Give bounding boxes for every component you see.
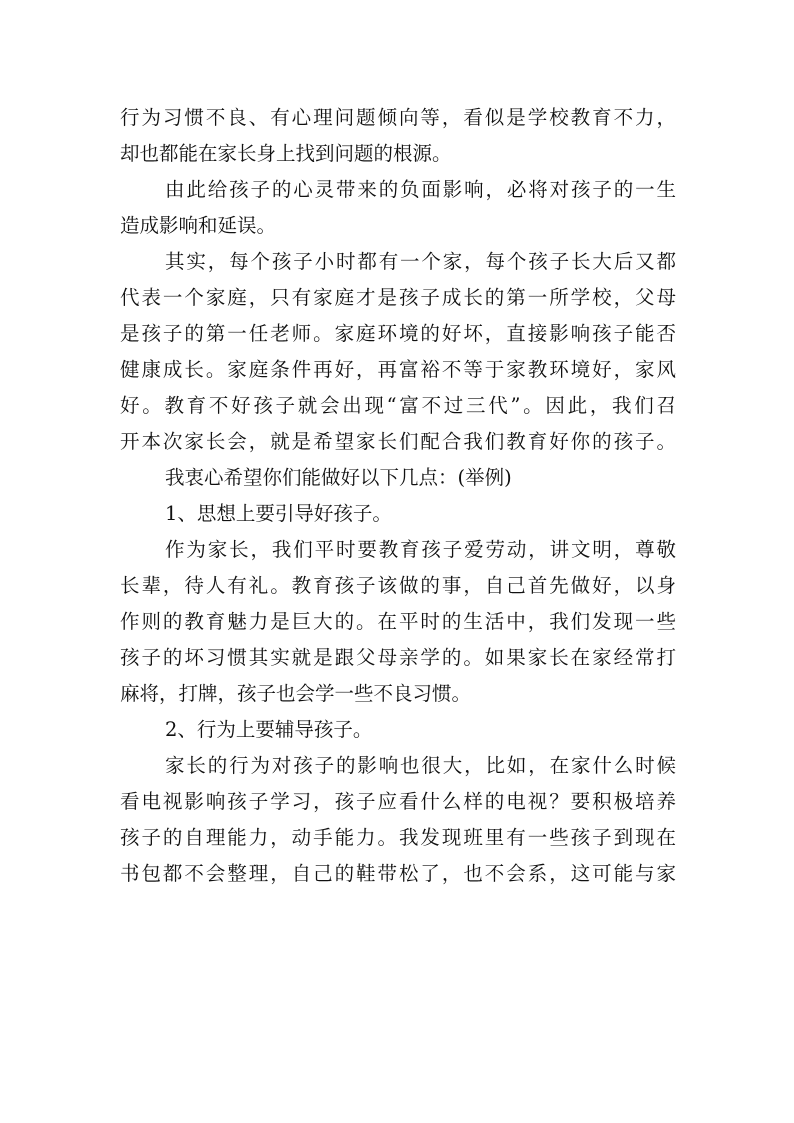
body-text	[120, 100, 676, 892]
text-line: 行为习惯不良、有心理问题倾向等，看似是学校教育不力，	[120, 106, 676, 129]
text-line: 其实，每个孩子小时都有一个家，每个孩子长大后又都	[165, 250, 676, 273]
text-line: 孩子的自理能力，动手能力。我发现班里有一些孩子到现在	[120, 826, 676, 849]
text-line: 代表一个家庭，只有家庭才是孩子成长的第一所学校，父母	[120, 286, 676, 309]
text-line: 开本次家长会，就是希望家长们配合我们教育好你的孩子。	[120, 430, 676, 453]
text-line: 由此给孩子的心灵带来的负面影响，必将对孩子的一生	[165, 178, 676, 201]
text-line: 看电视影响孩子学习，孩子应看什么样的电视？要积极培养	[120, 790, 676, 813]
text-line: 作为家长，我们平时要教育孩子爱劳动，讲文明，尊敬	[165, 538, 676, 561]
text-line: 长辈，待人有礼。教育孩子该做的事，自己首先做好，以身	[120, 574, 676, 597]
text-line: 好。教育不好孩子就会出现“富不过三代”。因此，我们召	[120, 394, 676, 417]
text-line: 书包都不会整理，自己的鞋带松了，也不会系，这可能与家	[120, 862, 676, 885]
text-line: 家长的行为对孩子的影响也很大，比如，在家什么时候	[165, 754, 676, 777]
text-line: 2、行为上要辅导孩子。	[165, 718, 373, 741]
text-line: 造成影响和延误。	[120, 214, 277, 237]
text-line: 麻将，打牌，孩子也会学一些不良习惯。	[120, 682, 472, 705]
text-line: 我衷心希望你们能做好以下几点：(举例)	[165, 466, 512, 489]
text-line: 1、思想上要引导好孩子。	[165, 502, 392, 525]
text-line: 却也都能在家长身上找到问题的根源。	[120, 142, 452, 165]
text-line: 作则的教育魅力是巨大的。在平时的生活中，我们发现一些	[120, 610, 676, 633]
text-line: 是孩子的第一任老师。家庭环境的好坏，直接影响孩子能否	[120, 322, 676, 345]
text-line: 健康成长。家庭条件再好，再富裕不等于家教环境好，家风	[120, 358, 676, 381]
text-line: 孩子的坏习惯其实就是跟父母亲学的。如果家长在家经常打	[120, 646, 676, 669]
